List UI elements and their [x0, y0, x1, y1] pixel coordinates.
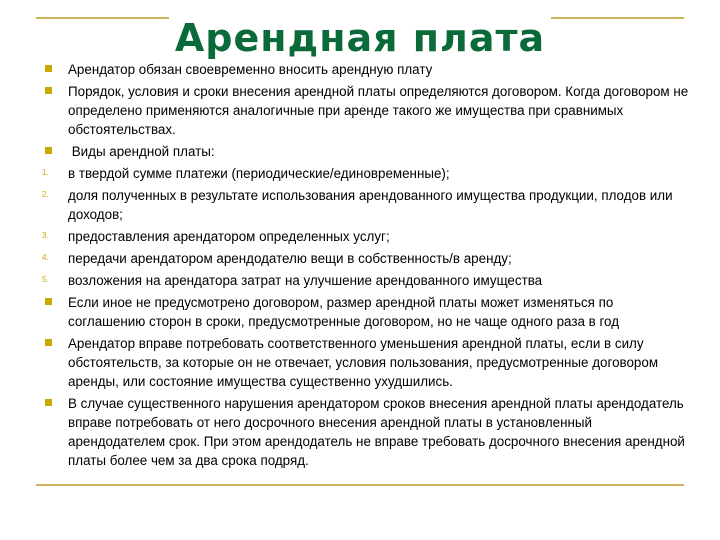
list-item-text: Арендатор вправе потребовать соответственного уменьшения арендной платы, если в силу обстоятельств, за которые он не отвечает, условия пользования, предусмотренные договором аренды, или состояние имущества существенно ухудшились.: [68, 336, 659, 389]
list-item-text: передачи арендатором арендодателю вещи в собственность/в аренду;: [68, 251, 512, 266]
bottom-divider: [36, 484, 684, 486]
list-item: [42, 394, 690, 470]
square-bullet-icon: [45, 298, 52, 305]
list-item-text: в твердой сумме платежи (периодические/единовременные);: [68, 166, 450, 181]
square-bullet-icon: [45, 339, 52, 346]
item-number: 5.: [42, 275, 49, 284]
numbered-item: [42, 227, 690, 246]
item-number: 4.: [42, 253, 49, 262]
numbered-item: [42, 164, 690, 183]
list-item: [42, 60, 690, 79]
list-item-text: Виды арендной платы:: [68, 144, 215, 159]
item-number: 3.: [42, 231, 49, 240]
list-item-text: Арендатор обязан своевременно вносить арендную плату: [68, 62, 433, 77]
square-bullet-icon: [45, 147, 52, 154]
list-item: [42, 334, 690, 391]
numbered-item: [42, 186, 690, 224]
item-number: 1.: [42, 168, 49, 177]
list-item: [42, 293, 690, 331]
slide-title: Арендная плата: [0, 14, 720, 62]
slide-content: [42, 60, 690, 473]
item-number: 2.: [42, 190, 49, 199]
list-item-text: Если иное не предусмотрено договором, размер арендной платы может изменяться по соглашению сторон в сроки, предусмотренные договором, но не чаще одного раза в год: [68, 295, 620, 329]
list-item-text: возложения на арендатора затрат на улучшение арендованного имущества: [68, 273, 543, 288]
square-bullet-icon: [45, 399, 52, 406]
list-item-text: Порядок, условия и сроки внесения арендной платы определяются договором. Когда договором не определено применяются аналогичные при аренде такого же имущества при сравнимых обстоятельствах.: [68, 84, 689, 137]
list-item: [42, 82, 690, 139]
list-item-text: предоставления арендатором определенных услуг;: [68, 229, 390, 244]
list-item-text: доля полученных в результате использования арендованного имущества продукции, плодов или доходов;: [68, 188, 673, 222]
numbered-item: [42, 271, 690, 290]
list-item: [42, 142, 690, 161]
list-item-text: В случае существенного нарушения арендатором сроков внесения арендной платы арендодатель вправе потребовать от него досрочного внесения арендной платы в установленный арендодателем срок. При этом арендодатель не вправе требовать досрочного внесения арендной платы более чем за два срока подряд.: [68, 396, 685, 468]
numbered-item: [42, 249, 690, 268]
square-bullet-icon: [45, 65, 52, 72]
square-bullet-icon: [45, 87, 52, 94]
